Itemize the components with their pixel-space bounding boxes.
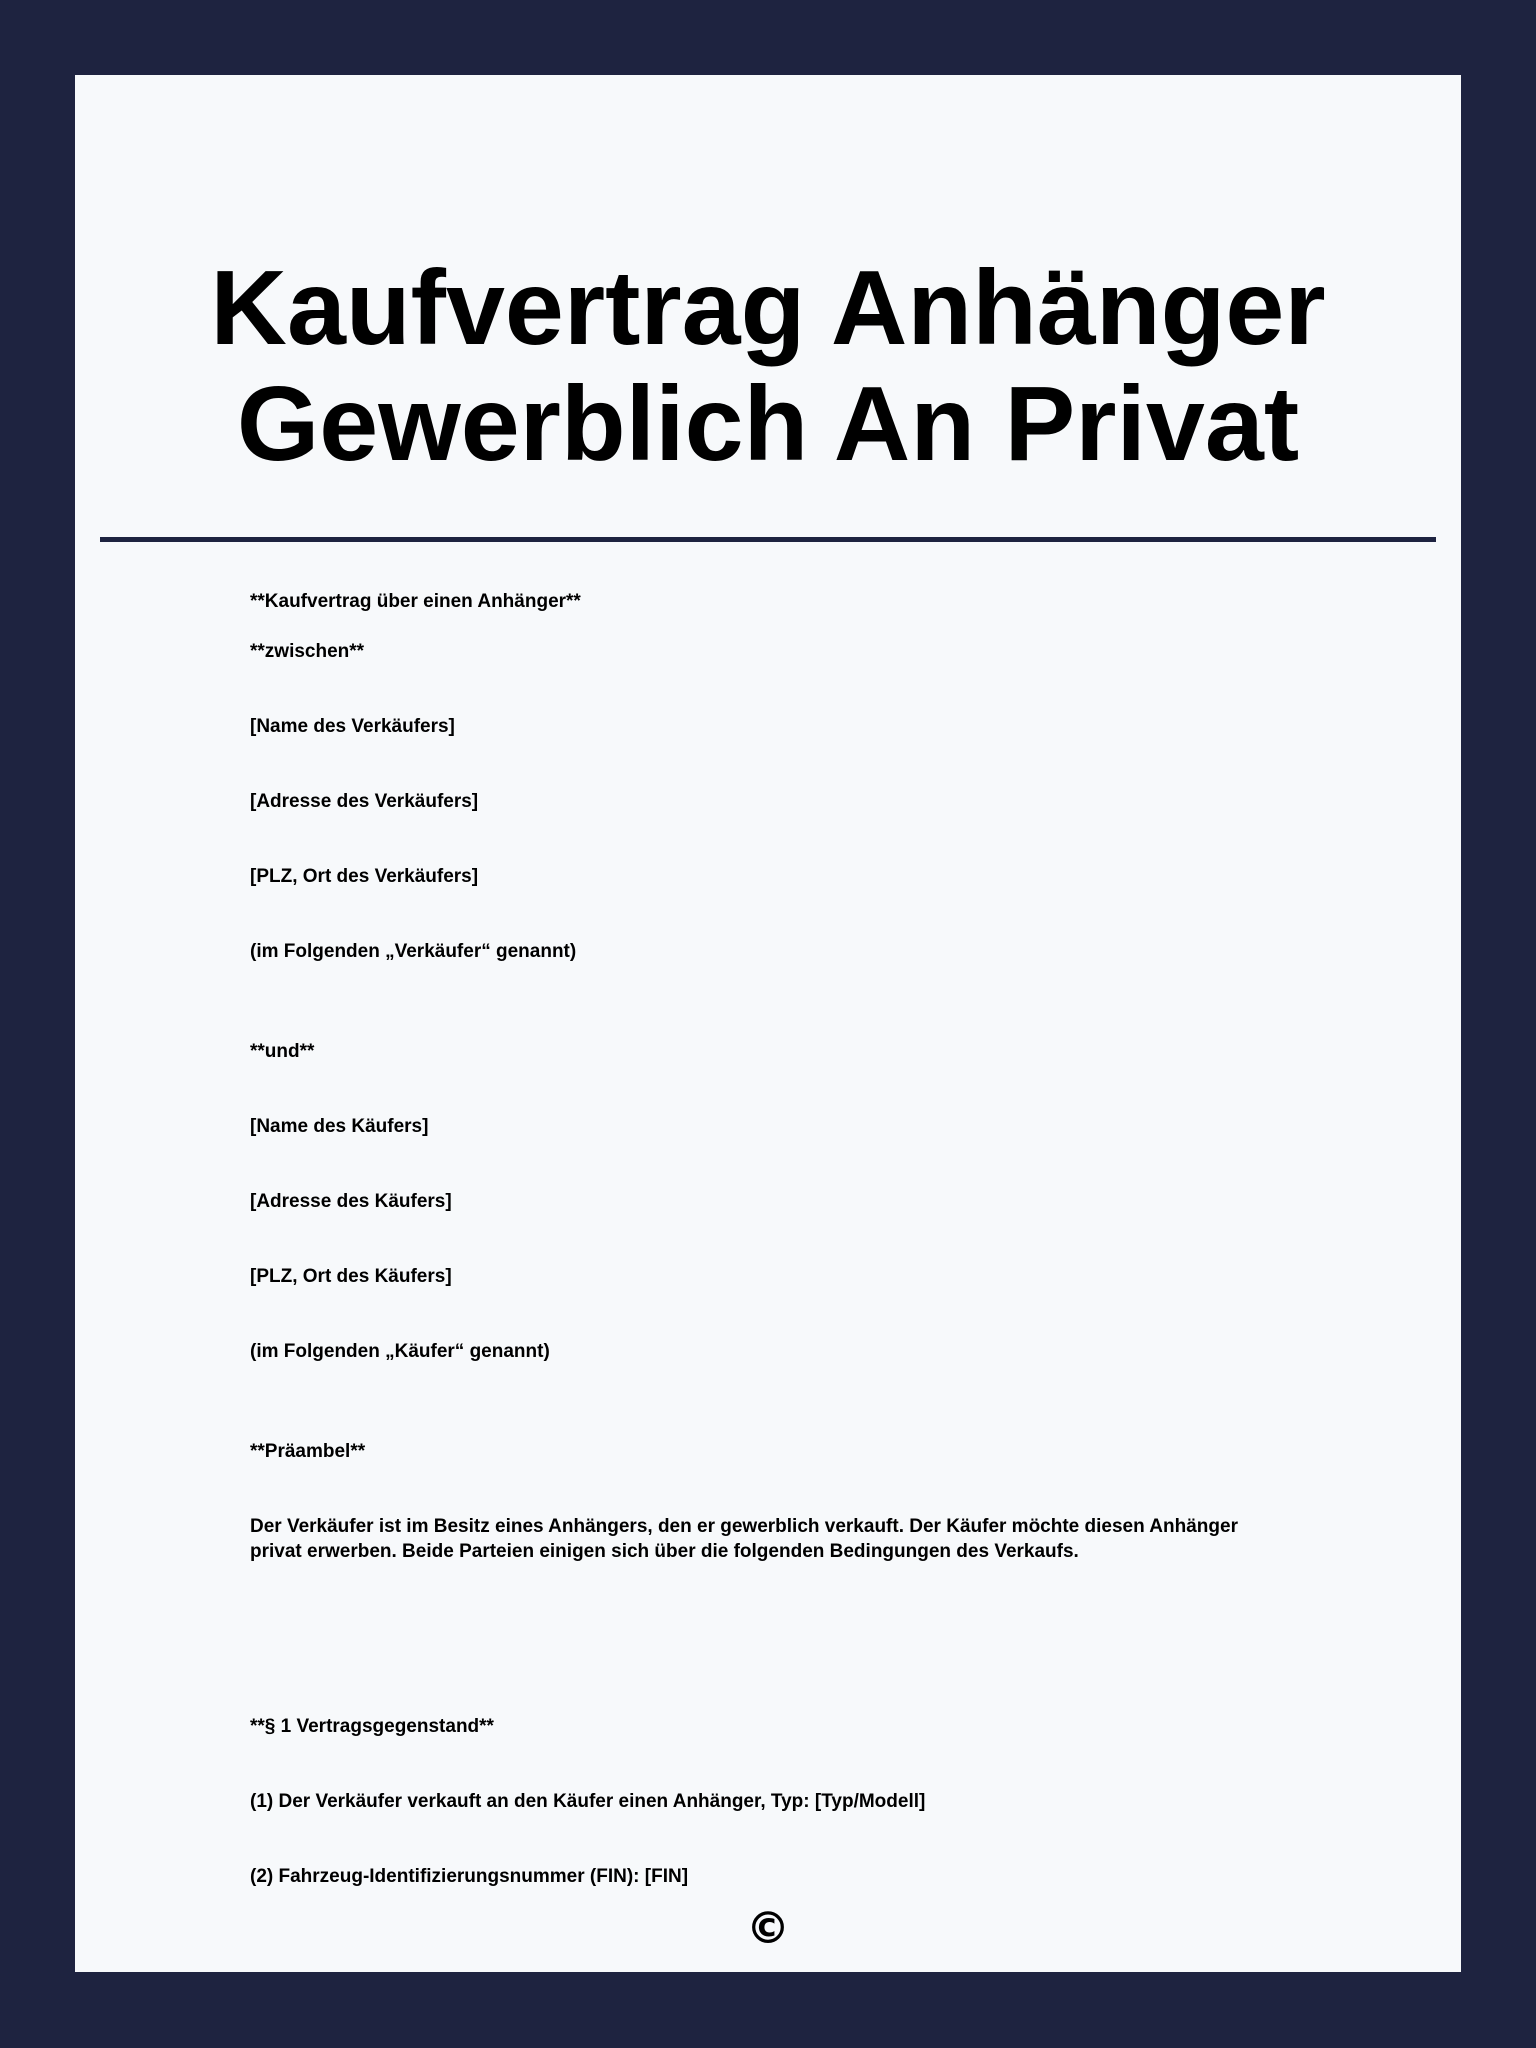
seller-name: [Name des Verkäufers] bbox=[250, 716, 455, 737]
seller-designation: (im Folgenden „Verkäufer“ genannt) bbox=[250, 941, 577, 962]
heading-and: **und** bbox=[250, 1041, 315, 1062]
seller-address: [Adresse des Verkäufers] bbox=[250, 791, 479, 812]
section-1-item-2: (2) Fahrzeug-Identifizierungsnummer (FIN): [FIN] bbox=[250, 1866, 689, 1887]
buyer-city: [PLZ, Ort des Käufers] bbox=[250, 1266, 452, 1287]
buyer-name: [Name des Käufers] bbox=[250, 1116, 429, 1137]
copyright-icon: © bbox=[746, 1903, 790, 1954]
section-1-item-1: (1) Der Verkäufer verkauft an den Käufer einen Anhänger, Typ: [Typ/Modell] bbox=[250, 1791, 926, 1812]
buyer-designation: (im Folgenden „Käufer“ genannt) bbox=[250, 1341, 550, 1362]
heading-preamble: **Präambel** bbox=[250, 1441, 366, 1462]
document-page bbox=[75, 75, 1461, 1972]
title-divider bbox=[100, 537, 1436, 542]
heading-contract: **Kaufvertrag über einen Anhänger** bbox=[250, 591, 581, 612]
buyer-address: [Adresse des Käufers] bbox=[250, 1191, 452, 1212]
seller-city: [PLZ, Ort des Verkäufers] bbox=[250, 866, 479, 887]
heading-between: **zwischen** bbox=[250, 641, 365, 662]
heading-section-1: **§ 1 Vertragsgegenstand** bbox=[250, 1716, 494, 1737]
title-line-1: Kaufvertrag Anhänger bbox=[210, 249, 1326, 367]
preamble-text: Der Verkäufer ist im Besitz eines Anhängers, den er gewerblich verkauft. Der Käufer möchte diesen Anhänger privat erwerben. Beide Parteien einigen sich über die folgenden Bedingungen des Verkaufs. bbox=[250, 1516, 1238, 1562]
title-line-2: Gewerblich An Privat bbox=[236, 365, 1300, 483]
document-title bbox=[75, 250, 1461, 482]
